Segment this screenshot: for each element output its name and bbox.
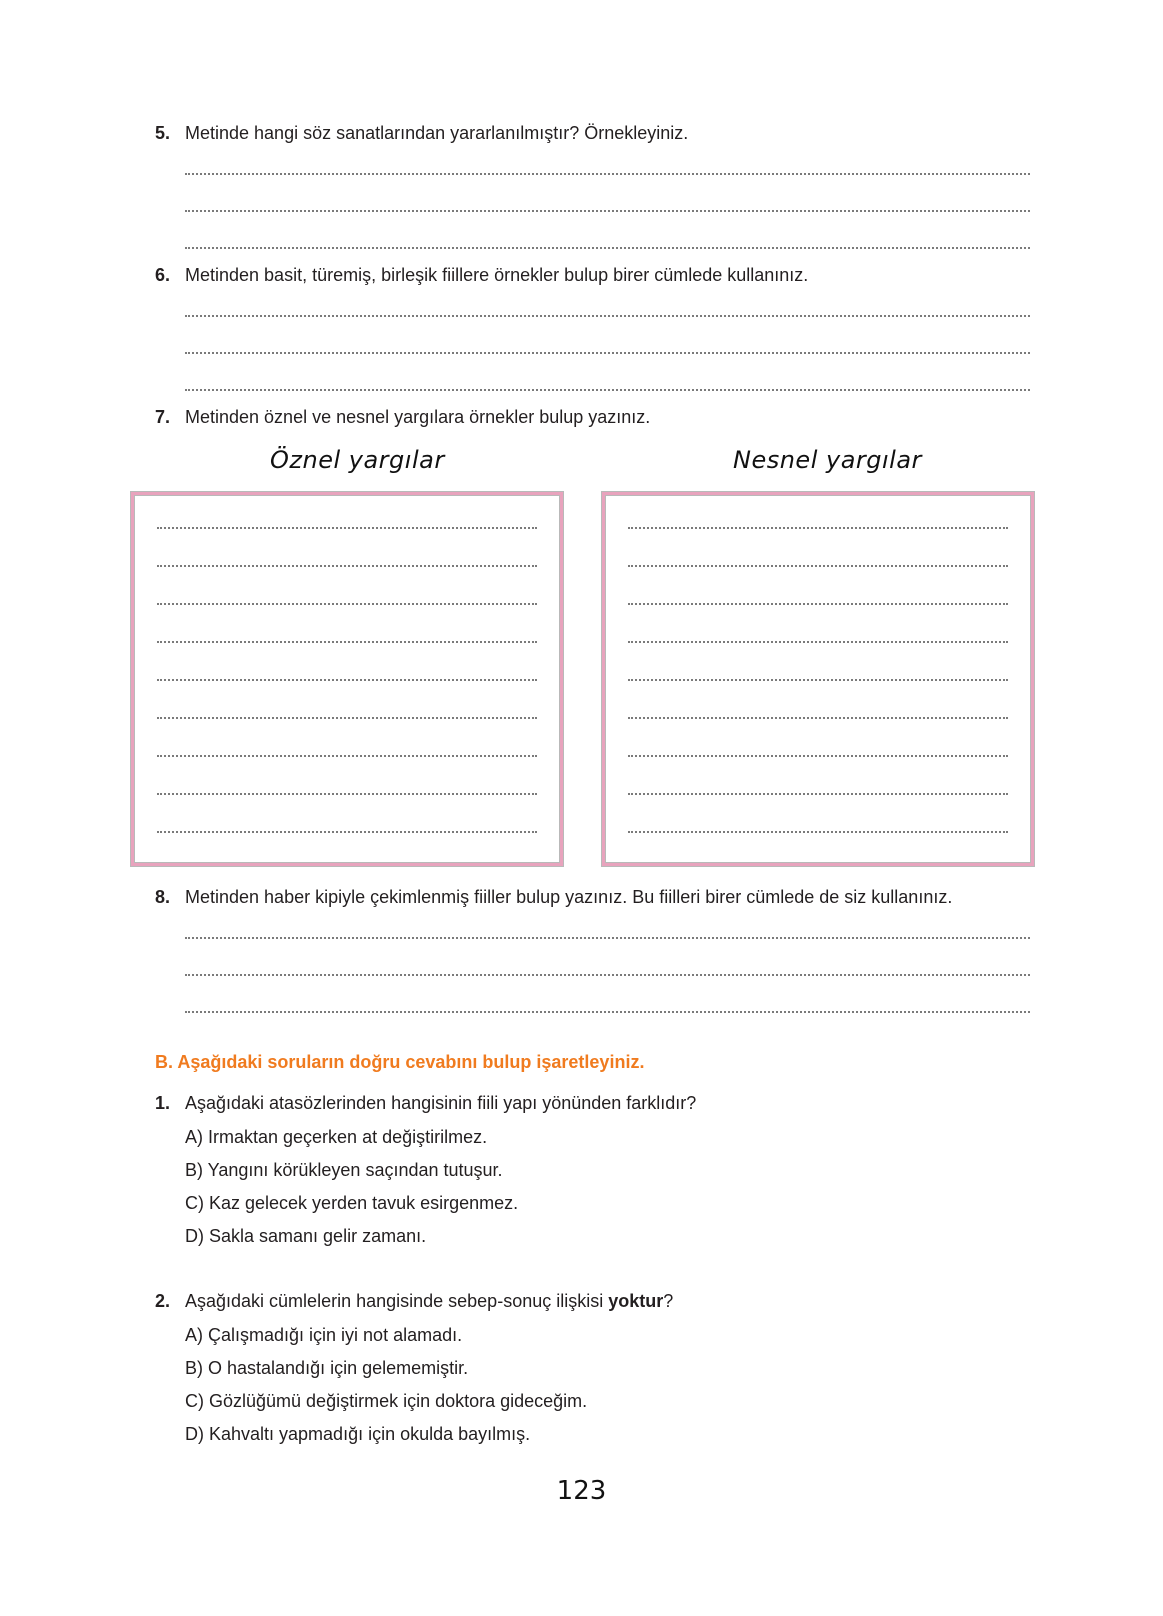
answer-line[interactable] — [185, 173, 1030, 175]
option-a[interactable]: A) Çalışmadığı için iyi not alamadı. — [185, 1325, 463, 1345]
mc-question-1 — [155, 1092, 696, 1114]
subjective-judgments-box[interactable] — [131, 492, 563, 866]
answer-line[interactable] — [628, 603, 1008, 605]
answer-line[interactable] — [628, 793, 1008, 795]
question-number: 8. — [155, 887, 171, 907]
answer-line[interactable] — [185, 974, 1030, 976]
answer-line[interactable] — [628, 755, 1008, 757]
answer-line[interactable] — [185, 315, 1030, 317]
question-emphasis: yoktur — [608, 1291, 664, 1311]
subjective-judgments-title: Öznel yargılar — [270, 446, 445, 474]
option-d[interactable]: D) Sakla samanı gelir zamanı. — [185, 1226, 427, 1246]
question-number: 2. — [155, 1291, 171, 1311]
section-b-title: B. Aşağıdaki soruların doğru cevabını bulup işaretleyiniz. — [155, 1052, 645, 1072]
objective-judgments-box[interactable] — [602, 492, 1034, 866]
option-c[interactable]: C) Gözlüğümü değiştirmek için doktora gideceğim. — [185, 1391, 588, 1411]
question-text: Metinden haber kipiyle çekimlenmiş fiiller bulup yazınız. Bu fiilleri birer cümlede de siz kullanınız. — [185, 887, 953, 907]
question-number: 7. — [155, 407, 171, 427]
page-number: 123 — [556, 1476, 607, 1506]
answer-line[interactable] — [628, 717, 1008, 719]
answer-line[interactable] — [185, 937, 1030, 939]
answer-line[interactable] — [628, 641, 1008, 643]
question-text: Metinde hangi söz sanatlarından yararlanılmıştır? Örnekleyiniz. — [185, 123, 689, 143]
answer-line[interactable] — [157, 565, 537, 567]
question-5 — [155, 122, 688, 144]
answer-line[interactable] — [628, 679, 1008, 681]
answer-line[interactable] — [628, 831, 1008, 833]
answer-line[interactable] — [185, 352, 1030, 354]
option-c[interactable]: C) Kaz gelecek yerden tavuk esirgenmez. — [185, 1193, 519, 1213]
question-text: Metinden öznel ve nesnel yargılara örnekler bulup yazınız. — [185, 407, 651, 427]
answer-line[interactable] — [628, 565, 1008, 567]
question-text: Metinden basit, türemiş, birleşik fiillere örnekler bulup birer cümlede kullanınız. — [185, 265, 809, 285]
option-b[interactable]: B) O hastalandığı için gelememiştir. — [185, 1358, 469, 1378]
question-mark: ? — [663, 1291, 674, 1311]
answer-line[interactable] — [157, 831, 537, 833]
answer-line[interactable] — [185, 210, 1030, 212]
question-number: 1. — [155, 1093, 171, 1113]
option-b[interactable]: B) Yangını körükleyen saçından tutuşur. — [185, 1160, 503, 1180]
answer-line[interactable] — [157, 603, 537, 605]
answer-line[interactable] — [628, 527, 1008, 529]
question-number: 6. — [155, 265, 171, 285]
answer-line[interactable] — [185, 389, 1030, 391]
answer-line[interactable] — [157, 679, 537, 681]
answer-line[interactable] — [157, 755, 537, 757]
objective-judgments-title: Nesnel yargılar — [733, 446, 922, 474]
answer-line[interactable] — [185, 1011, 1030, 1013]
question-text: Aşağıdaki cümlelerin hangisinde sebep-sonuç ilişkisi — [185, 1291, 609, 1311]
question-8 — [155, 886, 952, 908]
answer-line[interactable] — [157, 717, 537, 719]
mc-question-2 — [155, 1290, 673, 1312]
answer-line[interactable] — [185, 247, 1030, 249]
question-number: 5. — [155, 123, 171, 143]
answer-line[interactable] — [157, 793, 537, 795]
answer-line[interactable] — [157, 641, 537, 643]
question-text: Aşağıdaki atasözlerinden hangisinin fiili yapı yönünden farklıdır? — [185, 1093, 697, 1113]
option-a[interactable]: A) Irmaktan geçerken at değiştirilmez. — [185, 1127, 488, 1147]
answer-line[interactable] — [157, 527, 537, 529]
question-6 — [155, 264, 808, 286]
question-7 — [155, 406, 650, 428]
option-d[interactable]: D) Kahvaltı yapmadığı için okulda bayılmış. — [185, 1424, 531, 1444]
